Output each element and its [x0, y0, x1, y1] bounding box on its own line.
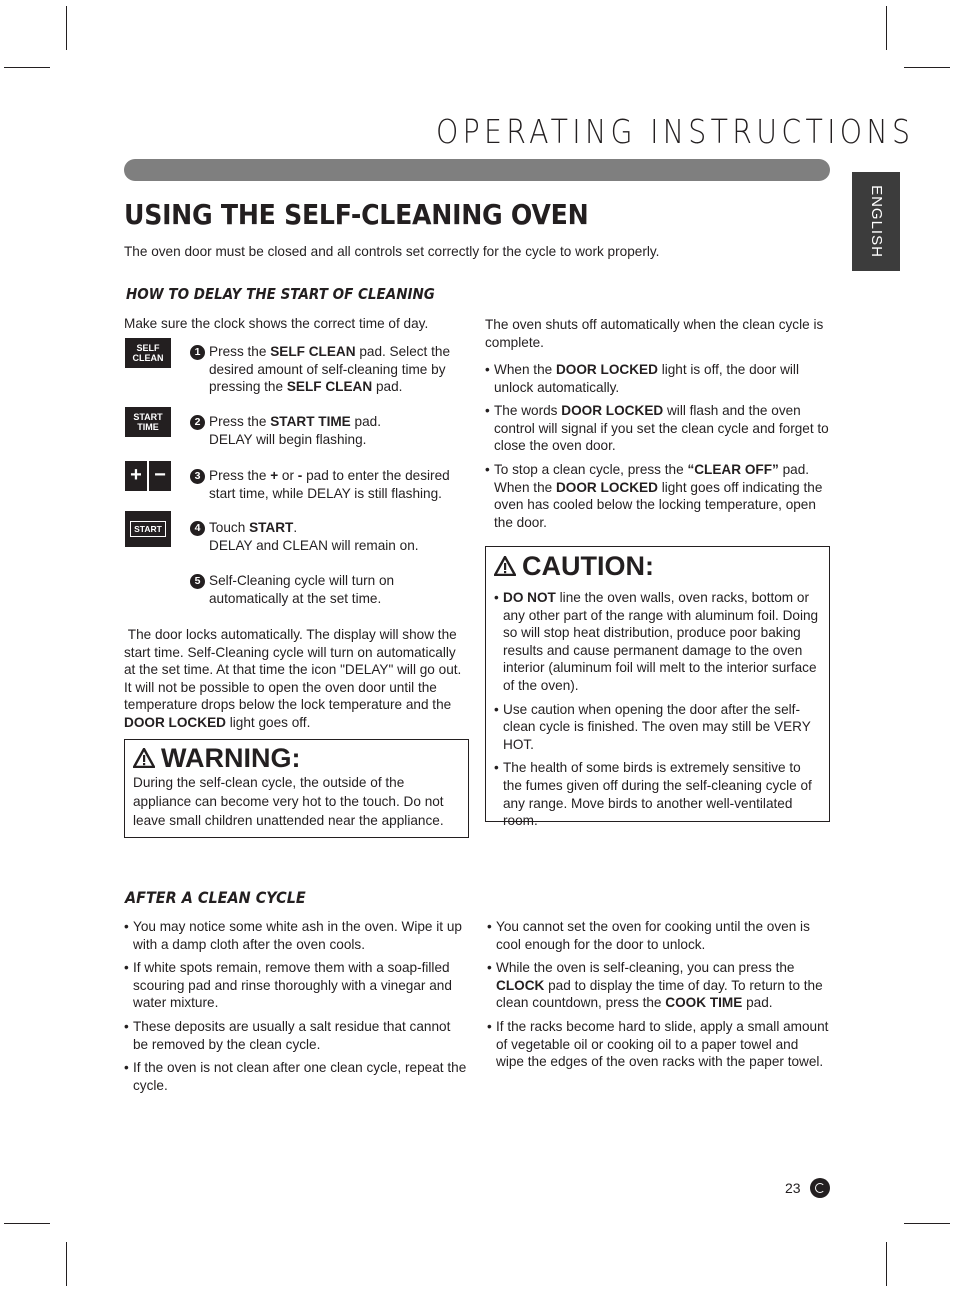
list-item: • To stop a clean cycle, press the “CLEAR OFF” pad. When the DOOR LOCKED light goes off indicating the oven has cooled below the locking temperature, open the door.: [485, 461, 830, 531]
header-bar: [124, 159, 830, 181]
warning-heading: [133, 743, 460, 773]
right-bullets: [485, 361, 830, 537]
crop-mark: [886, 1242, 887, 1286]
language-tab: [852, 172, 900, 271]
list-item: • The health of some birds is extremely sensitive to the fumes given off during the self-cleaning cycle of any range. Move birds to another well-ventilated room.: [494, 759, 821, 829]
step-number: 5: [190, 574, 205, 589]
door-locks-paragraph: The door locks automatically. The display will show the start time. Self-Cleaning cycle will turn on automatically at the set time. At that time the icon "DELAY" will go out. It will not be possible to open the oven door until the temperature drops below the lock temperature and the DOOR LOCKED light goes off.: [124, 627, 462, 730]
plus-minus-pad-icon: [125, 461, 171, 491]
step-text: Touch START. DELAY and CLEAN will remain on.: [209, 520, 419, 553]
warning-text: During the self-clean cycle, the outside of the appliance can become very hot to the touch. Do not leave small children unattended near the appliance.: [133, 775, 444, 828]
after-right-bullets: [487, 918, 830, 1077]
crop-mark: [886, 6, 887, 50]
warning-icon: [133, 748, 155, 768]
minus-icon: −: [149, 461, 171, 491]
step-text: Press the SELF CLEAN pad. Select the desired amount of self-cleaning time by pressing the SELF CLEAN pad.: [209, 344, 451, 395]
step-number: 4: [190, 521, 205, 536]
caution-bullets: [494, 589, 821, 830]
start-time-pad-icon: START TIME: [125, 407, 171, 437]
lg-logo-icon: [810, 1178, 830, 1198]
list-item: • When the DOOR LOCKED light is off, the door will unlock automatically.: [485, 361, 830, 396]
page-title: USING THE SELF-CLEANING OVEN: [124, 198, 589, 231]
step-number: 3: [190, 469, 205, 484]
crop-mark: [66, 6, 67, 50]
caution-box: [485, 546, 830, 829]
crop-mark: [4, 67, 50, 68]
plus-icon: +: [125, 461, 147, 491]
caution-icon: [494, 556, 516, 576]
step-text: Self-Cleaning cycle will turn on automatically at the set time.: [209, 573, 395, 606]
intro-text: The oven door must be closed and all controls set correctly for the cycle to work properly.: [124, 244, 660, 259]
list-item: • While the oven is self-cleaning, you can press the CLOCK pad to display the time of day. To return to the clean countdown, press the COOK TIME pad.: [487, 959, 830, 1012]
list-item: • DO NOT line the oven walls, oven racks, bottom or any other part of the range with aluminum foil. Doing so will stop heat distribution, produce poor baking results and cause permanent damage to the oven interior (aluminum foil will melt to the interior surface of the oven).: [494, 589, 821, 695]
crop-mark: [904, 67, 950, 68]
list-item: • The words DOOR LOCKED will flash and the oven control will signal if you set the clean cycle and forget to close the oven door.: [485, 402, 830, 455]
after-heading: AFTER A CLEAN CYCLE: [125, 888, 306, 907]
list-item: • Use caution when opening the door after the self-clean cycle is finished. The oven may still be VERY HOT.: [494, 701, 821, 754]
warning-title: WARNING:: [161, 743, 301, 773]
language-tab-label: ENGLISH: [868, 185, 885, 258]
list-item: • If white spots remain, remove them with a soap-filled scouring pad and rinse thoroughly with a vinegar and water mixture.: [124, 959, 469, 1012]
list-item: • You cannot set the oven for cooking until the oven is cool enough for the door to unlock.: [487, 918, 830, 953]
list-item: • These deposits are usually a salt residue that cannot be removed by the clean cycle.: [124, 1018, 469, 1053]
crop-mark: [66, 1242, 67, 1286]
caution-heading: [494, 551, 821, 581]
delay-lead: Make sure the clock shows the correct time of day.: [124, 316, 429, 331]
step-text: Press the START TIME pad. DELAY will begin flashing.: [209, 414, 381, 447]
after-left-bullets: [124, 918, 469, 1100]
section-header: OPERATING INSTRUCTIONS: [436, 112, 915, 151]
crop-mark: [904, 1223, 950, 1224]
list-item: • If the racks become hard to slide, apply a small amount of vegetable oil or cooking oil to a paper towel and wipe the edges of the oven racks with the paper towel.: [487, 1018, 830, 1071]
warning-box: [124, 739, 469, 838]
delay-heading: HOW TO DELAY THE START OF CLEANING: [126, 285, 435, 303]
list-item: • You may notice some white ash in the oven. Wipe it up with a damp cloth after the oven cools.: [124, 918, 469, 953]
step-number: 1: [190, 345, 205, 360]
page-number: 23: [785, 1180, 801, 1196]
right-lead: The oven shuts off automatically when the clean cycle is complete.: [485, 317, 824, 350]
start-pad-icon: START: [125, 511, 171, 547]
caution-title: CAUTION:: [522, 551, 654, 581]
step-text: Press the + or - pad to enter the desired start time, while DELAY is still flashing.: [209, 468, 450, 501]
step-number: 2: [190, 415, 205, 430]
list-item: • If the oven is not clean after one clean cycle, repeat the cycle.: [124, 1059, 469, 1094]
crop-mark: [4, 1223, 50, 1224]
self-clean-pad-icon: SELF CLEAN: [125, 338, 171, 368]
